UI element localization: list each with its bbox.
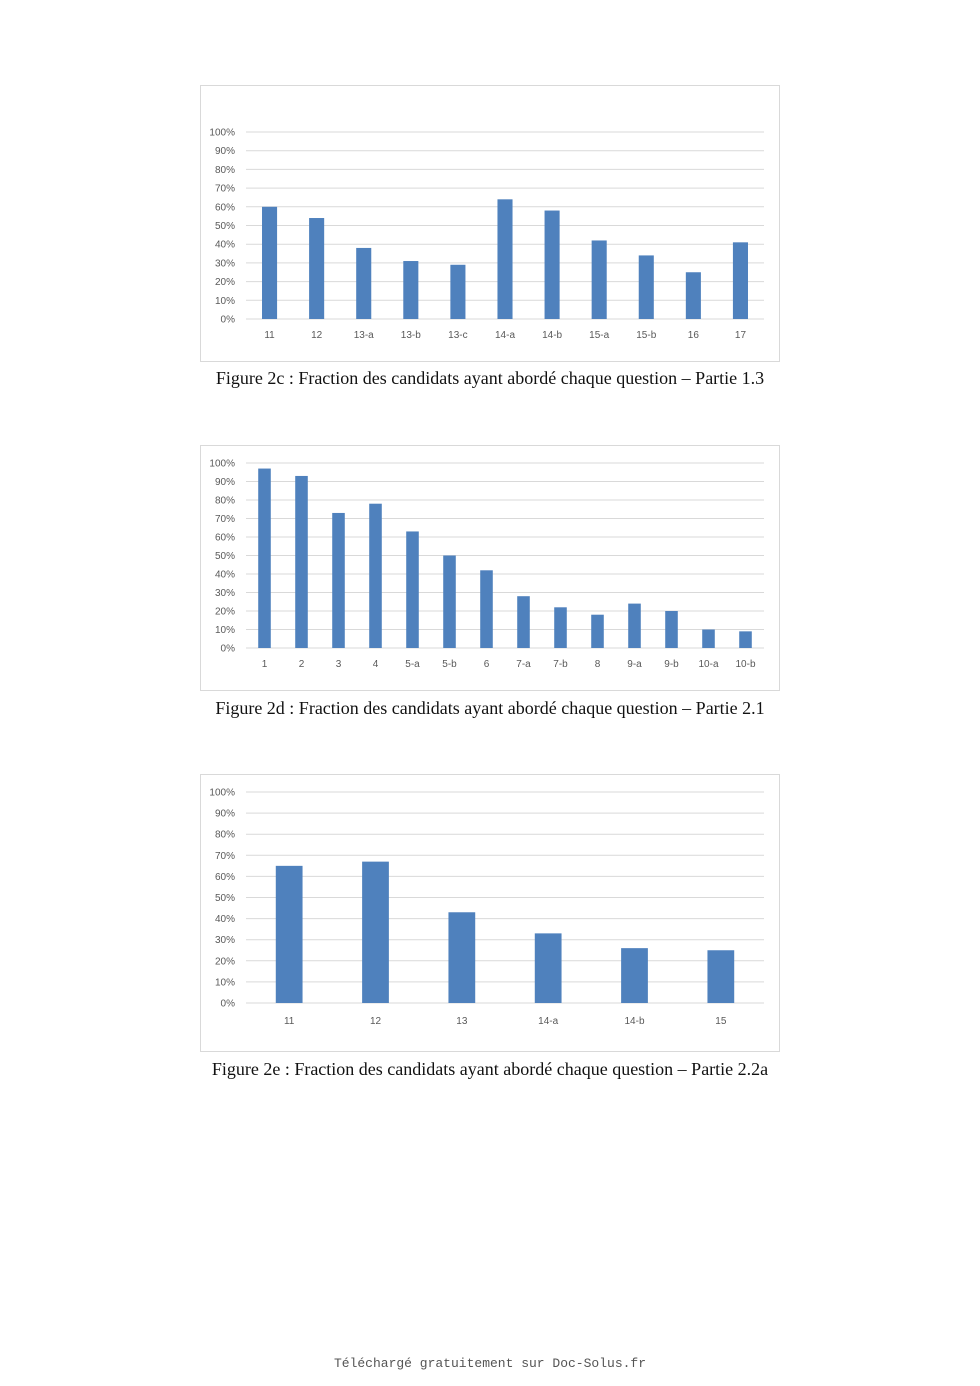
x-tick-label: 7-b bbox=[553, 659, 568, 670]
x-tick-label: 10-b bbox=[735, 659, 756, 670]
x-tick-label: 6 bbox=[483, 659, 490, 670]
y-tick-label: 20% bbox=[214, 277, 235, 289]
bar-8 bbox=[591, 615, 604, 648]
x-tick-label: 7-a bbox=[516, 659, 531, 670]
bar-2 bbox=[295, 476, 308, 648]
bar-14-b bbox=[545, 211, 560, 319]
x-tick-label: 14-a bbox=[538, 1016, 559, 1027]
bar-15-b bbox=[639, 255, 654, 319]
chart-2c-plot bbox=[201, 86, 781, 363]
bar-5-b bbox=[443, 556, 456, 649]
y-tick-label: 30% bbox=[214, 588, 235, 599]
download-footer: Téléchargé gratuitement sur Doc-Solus.fr bbox=[333, 1356, 647, 1371]
figure-2d-caption: Figure 2d : Fraction des candidats ayant abordé chaque question – Partie 2.1 bbox=[215, 698, 765, 718]
chart-2e-plot bbox=[201, 775, 781, 1053]
bar-9-a bbox=[628, 604, 641, 648]
y-tick-label: 90% bbox=[214, 808, 235, 820]
y-tick-label: 90% bbox=[214, 477, 235, 488]
y-tick-label: 30% bbox=[214, 935, 235, 947]
y-tick-label: 0% bbox=[220, 643, 235, 655]
x-tick-label: 12 bbox=[369, 1016, 382, 1027]
y-tick-label: 50% bbox=[214, 893, 235, 904]
x-tick-label: 13-b bbox=[400, 330, 421, 341]
bar-7-b bbox=[554, 607, 567, 648]
y-tick-label: 100% bbox=[209, 458, 235, 470]
x-tick-label: 12 bbox=[311, 330, 323, 341]
x-tick-label: 3 bbox=[335, 659, 342, 670]
bar-6 bbox=[480, 570, 493, 648]
chart-2c bbox=[200, 85, 780, 362]
bar-10-a bbox=[702, 630, 715, 649]
y-tick-label: 40% bbox=[214, 569, 235, 581]
bar-10-b bbox=[739, 631, 752, 648]
y-tick-label: 80% bbox=[214, 164, 235, 176]
y-tick-label: 20% bbox=[214, 956, 235, 968]
y-tick-label: 10% bbox=[214, 295, 235, 307]
y-tick-label: 0% bbox=[220, 998, 235, 1010]
bar-4 bbox=[369, 504, 382, 648]
x-tick-label: 11 bbox=[283, 1016, 295, 1027]
y-tick-label: 10% bbox=[214, 625, 235, 636]
figure-2c-caption: Figure 2c : Fraction des candidats ayant abordé chaque question – Partie 1.3 bbox=[215, 368, 765, 388]
bar-15-a bbox=[592, 240, 607, 319]
y-tick-label: 70% bbox=[214, 514, 235, 525]
y-tick-label: 70% bbox=[214, 850, 235, 862]
x-tick-label: 5-a bbox=[405, 659, 420, 670]
x-tick-label: 15-a bbox=[589, 330, 610, 341]
bar-7-a bbox=[517, 596, 530, 648]
bar-14-b bbox=[621, 948, 648, 1003]
bar-13-b bbox=[403, 261, 418, 319]
bar-1 bbox=[258, 469, 271, 648]
bar-14-a bbox=[497, 199, 512, 319]
x-tick-label: 4 bbox=[372, 659, 379, 670]
bar-13 bbox=[448, 912, 475, 1003]
y-tick-label: 60% bbox=[214, 871, 235, 883]
y-tick-label: 40% bbox=[214, 914, 235, 926]
x-tick-label: 13-a bbox=[353, 330, 374, 341]
x-tick-label: 16 bbox=[687, 330, 699, 341]
bar-3 bbox=[332, 513, 345, 648]
y-tick-label: 30% bbox=[214, 258, 235, 270]
bar-15 bbox=[707, 950, 734, 1003]
x-tick-label: 15-b bbox=[636, 330, 657, 341]
x-tick-label: 13-c bbox=[448, 330, 468, 341]
y-tick-label: 80% bbox=[214, 829, 235, 841]
bar-16 bbox=[686, 272, 701, 319]
x-tick-label: 15 bbox=[715, 1016, 727, 1027]
y-tick-label: 80% bbox=[214, 495, 235, 507]
x-tick-label: 10-a bbox=[698, 659, 719, 670]
y-tick-label: 50% bbox=[214, 221, 235, 232]
figure-2e-caption: Figure 2e : Fraction des candidats ayant abordé chaque question – Partie 2.2a bbox=[211, 1059, 769, 1079]
y-tick-label: 40% bbox=[214, 239, 235, 251]
x-tick-label: 8 bbox=[594, 659, 601, 670]
y-tick-label: 100% bbox=[209, 127, 235, 139]
y-tick-label: 50% bbox=[214, 551, 235, 562]
chart-2d bbox=[200, 445, 780, 691]
x-tick-label: 5-b bbox=[442, 659, 457, 670]
x-tick-label: 17 bbox=[734, 330, 747, 341]
y-tick-label: 10% bbox=[214, 977, 235, 989]
bar-11 bbox=[262, 207, 277, 319]
x-tick-label: 9-b bbox=[664, 659, 679, 670]
bar-17 bbox=[733, 242, 748, 319]
bar-11 bbox=[276, 866, 303, 1003]
x-tick-label: 13 bbox=[456, 1016, 468, 1027]
bar-12 bbox=[309, 218, 324, 319]
bar-9-b bbox=[665, 611, 678, 648]
x-tick-label: 2 bbox=[298, 659, 305, 670]
y-tick-label: 90% bbox=[214, 146, 235, 158]
y-tick-label: 20% bbox=[214, 606, 235, 618]
y-tick-label: 70% bbox=[214, 183, 235, 195]
y-tick-label: 60% bbox=[214, 532, 235, 544]
x-tick-label: 14-b bbox=[624, 1016, 645, 1027]
y-tick-label: 60% bbox=[214, 202, 235, 214]
chart-2e bbox=[200, 774, 780, 1052]
x-tick-label: 14-b bbox=[542, 330, 563, 341]
chart-2d-plot bbox=[201, 446, 781, 692]
bar-12 bbox=[362, 862, 389, 1003]
bar-13-c bbox=[450, 265, 465, 319]
bar-13-a bbox=[356, 248, 371, 319]
x-tick-label: 14-a bbox=[494, 330, 516, 341]
bar-14-a bbox=[535, 933, 562, 1003]
y-tick-label: 100% bbox=[209, 787, 235, 799]
x-tick-label: 1 bbox=[261, 659, 268, 670]
bar-5-a bbox=[406, 531, 419, 648]
x-tick-label: 11 bbox=[264, 330, 275, 341]
y-tick-label: 0% bbox=[220, 314, 235, 326]
x-tick-label: 9-a bbox=[627, 659, 642, 670]
